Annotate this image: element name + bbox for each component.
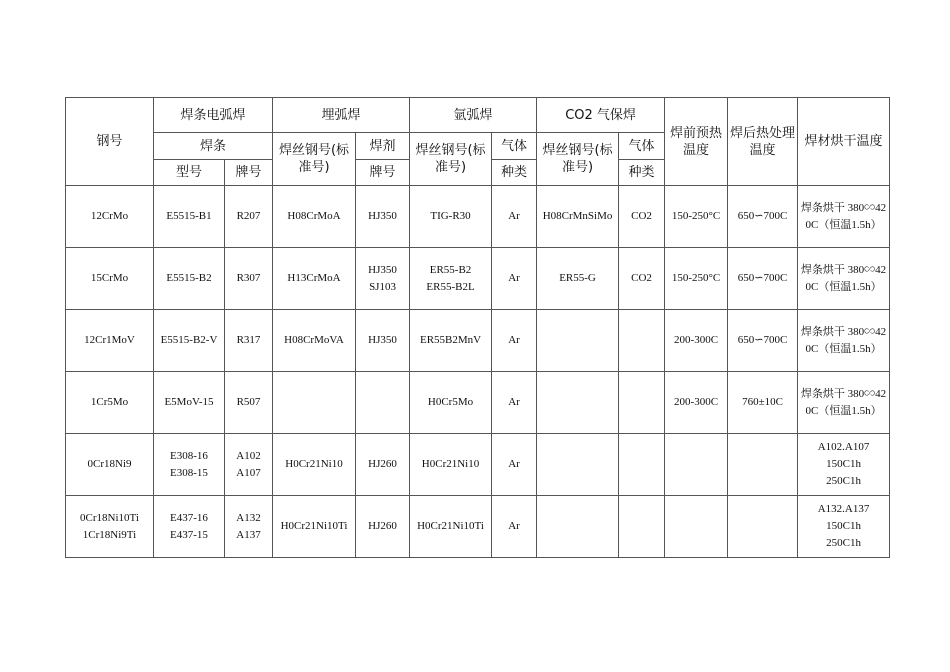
cell-electrode-brand: [225, 248, 273, 310]
cell-saw-wire: [273, 372, 356, 434]
cell-text-line: 1Cr18Ni9Ti: [82, 528, 137, 541]
cell-saw-wire: [273, 248, 356, 310]
cell-text-line: E308-15: [170, 466, 208, 479]
table-row: [66, 496, 890, 558]
cell-co2-wire: [537, 186, 619, 248]
cell-preheat: [665, 310, 728, 372]
cell-text-line: 650∽700C: [737, 334, 788, 346]
cell-preheat: [665, 434, 728, 496]
cell-co2-gas: [619, 434, 665, 496]
cell-tig-gas: [492, 372, 537, 434]
cell-text-line: E437-16: [170, 511, 208, 524]
cell-text-line: 0Cr18Ni10Ti: [80, 511, 139, 524]
cell-text-line: ER55-B2: [429, 263, 472, 276]
cell-text-line: E5515-B2: [166, 272, 212, 284]
header-co2-wire: 焊丝钢号(标准号): [537, 133, 619, 186]
cell-text-line: 150-250°C: [671, 210, 721, 222]
cell-text-line: HJ260: [368, 458, 397, 470]
header-smaw-electrode: 焊条: [154, 133, 273, 160]
table-row: [66, 248, 890, 310]
cell-text-line: E5515-B2-V: [160, 334, 218, 346]
cell-text-line: 焊条烘干 380∽420C（恒温1.5h）: [800, 387, 887, 417]
header-pwht: 焊后热处理温度: [728, 98, 798, 186]
cell-saw-flux: [356, 186, 410, 248]
cell-text-line: H0Cr21Ni10: [421, 458, 480, 470]
table-row: [66, 372, 890, 434]
header-tig-wire: 焊丝钢号(标准号): [410, 133, 492, 186]
cell-electrode-model: [154, 434, 225, 496]
cell-text-line: 150C1h: [826, 520, 861, 532]
cell-drying: [798, 186, 890, 248]
header-co2-gas-type: 种类: [619, 160, 665, 186]
welding-process-table: [65, 97, 890, 558]
cell-text-line: A132: [236, 511, 261, 524]
cell-electrode-model: [154, 496, 225, 558]
cell-text-line: H0Cr5Mo: [427, 396, 474, 408]
cell-tig-gas: [492, 310, 537, 372]
cell-text-line: HJ350: [368, 263, 397, 276]
cell-text-line: A107: [236, 466, 261, 479]
cell-steel-grade: [66, 372, 154, 434]
cell-text-line: R207: [236, 210, 261, 222]
cell-tig-wire: [410, 434, 492, 496]
cell-electrode-brand: [225, 434, 273, 496]
cell-text-line: 200-300C: [674, 396, 719, 408]
header-saw-flux: 焊剂: [356, 133, 410, 160]
cell-saw-wire: [273, 186, 356, 248]
cell-saw-wire: [273, 310, 356, 372]
cell-electrode-brand: [225, 186, 273, 248]
cell-tig-gas: [492, 496, 537, 558]
cell-electrode-brand: [225, 372, 273, 434]
table-row: [66, 310, 890, 372]
cell-tig-wire: [410, 496, 492, 558]
cell-text-line: 焊条烘干 380∽420C（恒温1.5h）: [800, 325, 887, 355]
cell-text-line: H0Cr21Ni10Ti: [280, 520, 348, 532]
cell-co2-wire: [537, 310, 619, 372]
cell-text-line: R307: [236, 272, 261, 284]
cell-tig-gas: [492, 186, 537, 248]
cell-text-line: H08CrMoA: [287, 210, 341, 222]
header-saw: 埋弧焊: [273, 98, 410, 133]
cell-text-line: H08CrMnSiMo: [542, 210, 613, 222]
cell-drying: [798, 434, 890, 496]
cell-electrode-model: [154, 372, 225, 434]
header-drying: 焊材烘干温度: [798, 98, 890, 186]
header-smaw-brand: 牌号: [225, 160, 273, 186]
cell-preheat: [665, 248, 728, 310]
cell-electrode-model: [154, 310, 225, 372]
cell-tig-wire: [410, 248, 492, 310]
cell-tig-wire: [410, 310, 492, 372]
cell-text-line: 焊条烘干 380∽420C（恒温1.5h）: [800, 263, 887, 293]
cell-text-line: HJ350: [368, 210, 397, 222]
cell-saw-flux: [356, 248, 410, 310]
cell-text-line: 250C1h: [826, 475, 861, 487]
cell-text-line: A132.A137: [817, 503, 870, 515]
cell-electrode-brand: [225, 496, 273, 558]
cell-text-line: Ar: [508, 334, 520, 346]
cell-text-line: E5515-B1: [166, 210, 212, 222]
cell-text-line: 12CrMo: [90, 210, 129, 222]
cell-steel-grade: [66, 186, 154, 248]
cell-saw-flux: [356, 434, 410, 496]
cell-steel-grade: [66, 496, 154, 558]
header-row-1: [66, 98, 890, 133]
cell-drying: [798, 248, 890, 310]
cell-co2-wire: [537, 434, 619, 496]
cell-tig-wire: [410, 186, 492, 248]
cell-text-line: TIG-R30: [430, 210, 471, 222]
cell-text-line: 150-250°C: [671, 272, 721, 284]
cell-text-line: A102.A107: [817, 441, 870, 453]
cell-saw-wire: [273, 434, 356, 496]
cell-text-line: 250C1h: [826, 537, 861, 549]
cell-text-line: Ar: [508, 458, 520, 470]
cell-preheat: [665, 496, 728, 558]
header-tig-gas-type: 种类: [492, 160, 537, 186]
cell-pwht: [728, 496, 798, 558]
cell-text-line: Ar: [508, 272, 520, 284]
cell-text-line: Ar: [508, 210, 520, 222]
header-saw-wire: 焊丝钢号(标准号): [273, 133, 356, 186]
cell-text-line: Ar: [508, 520, 520, 532]
cell-electrode-model: [154, 186, 225, 248]
cell-text-line: A137: [236, 528, 261, 541]
cell-text-line: H08CrMoVA: [284, 334, 344, 346]
cell-text-line: H13CrMoA: [287, 272, 341, 284]
cell-text-line: H0Cr21Ni10: [285, 458, 343, 470]
cell-saw-flux: [356, 372, 410, 434]
cell-co2-gas: [619, 372, 665, 434]
cell-text-line: 1Cr5Mo: [90, 396, 129, 408]
cell-pwht: [728, 434, 798, 496]
cell-text-line: H0Cr21Ni10Ti: [417, 520, 484, 532]
cell-text-line: 焊条烘干 380∽420C（恒温1.5h）: [800, 201, 887, 231]
header-steel-grade: 钢号: [66, 98, 154, 186]
cell-co2-wire: [537, 372, 619, 434]
cell-text-line: 150C1h: [826, 458, 861, 470]
cell-co2-wire: [537, 496, 619, 558]
header-co2: CO2 气保焊: [537, 98, 665, 133]
cell-text-line: E5MoV-15: [164, 396, 214, 408]
header-tig-gas: 气体: [492, 133, 537, 160]
cell-pwht: [728, 372, 798, 434]
cell-text-line: A102: [236, 449, 261, 462]
cell-co2-wire: [537, 248, 619, 310]
cell-co2-gas: [619, 310, 665, 372]
cell-steel-grade: [66, 248, 154, 310]
cell-pwht: [728, 186, 798, 248]
cell-co2-gas: [619, 496, 665, 558]
cell-drying: [798, 310, 890, 372]
cell-text-line: E437-15: [170, 528, 208, 541]
header-smaw-model: 型号: [154, 160, 225, 186]
cell-text-line: E308-16: [170, 449, 208, 462]
cell-pwht: [728, 310, 798, 372]
cell-text-line: Ar: [508, 396, 520, 408]
cell-text-line: R317: [236, 334, 261, 346]
cell-steel-grade: [66, 434, 154, 496]
table-body: [66, 186, 890, 558]
table-row: [66, 434, 890, 496]
cell-electrode-brand: [225, 310, 273, 372]
cell-text-line: SJ103: [369, 280, 396, 293]
cell-text-line: 0Cr18Ni9: [87, 458, 132, 470]
header-preheat: 焊前预热温度: [665, 98, 728, 186]
cell-text-line: ER55B2MnV: [419, 334, 482, 346]
cell-preheat: [665, 186, 728, 248]
cell-text-line: 760±10C: [742, 396, 783, 408]
cell-co2-gas: [619, 248, 665, 310]
cell-text-line: HJ260: [368, 520, 397, 532]
header-tig: 氩弧焊: [410, 98, 537, 133]
table-row: [66, 186, 890, 248]
cell-text-line: 15CrMo: [90, 272, 129, 284]
cell-tig-gas: [492, 248, 537, 310]
cell-drying: [798, 372, 890, 434]
cell-text-line: HJ350: [368, 334, 397, 346]
cell-text-line: ER55-G: [559, 272, 596, 284]
cell-electrode-model: [154, 248, 225, 310]
cell-text-line: 650∽700C: [737, 272, 788, 284]
cell-text-line: 12Cr1MoV: [84, 334, 135, 346]
cell-co2-gas: [619, 186, 665, 248]
cell-saw-flux: [356, 496, 410, 558]
cell-text-line: CO2: [631, 272, 652, 284]
cell-text-line: 650∽700C: [737, 210, 788, 222]
header-co2-gas: 气体: [619, 133, 665, 160]
cell-steel-grade: [66, 310, 154, 372]
cell-saw-wire: [273, 496, 356, 558]
cell-text-line: ER55-B2L: [426, 280, 475, 293]
cell-text-line: 200-300C: [674, 334, 719, 346]
cell-drying: [798, 496, 890, 558]
cell-text-line: CO2: [631, 210, 652, 222]
header-saw-flux-brand: 牌号: [356, 160, 410, 186]
cell-pwht: [728, 248, 798, 310]
cell-text-line: R507: [236, 396, 261, 408]
cell-preheat: [665, 372, 728, 434]
cell-saw-flux: [356, 310, 410, 372]
header-smaw: 焊条电弧焊: [154, 98, 273, 133]
cell-tig-gas: [492, 434, 537, 496]
cell-tig-wire: [410, 372, 492, 434]
